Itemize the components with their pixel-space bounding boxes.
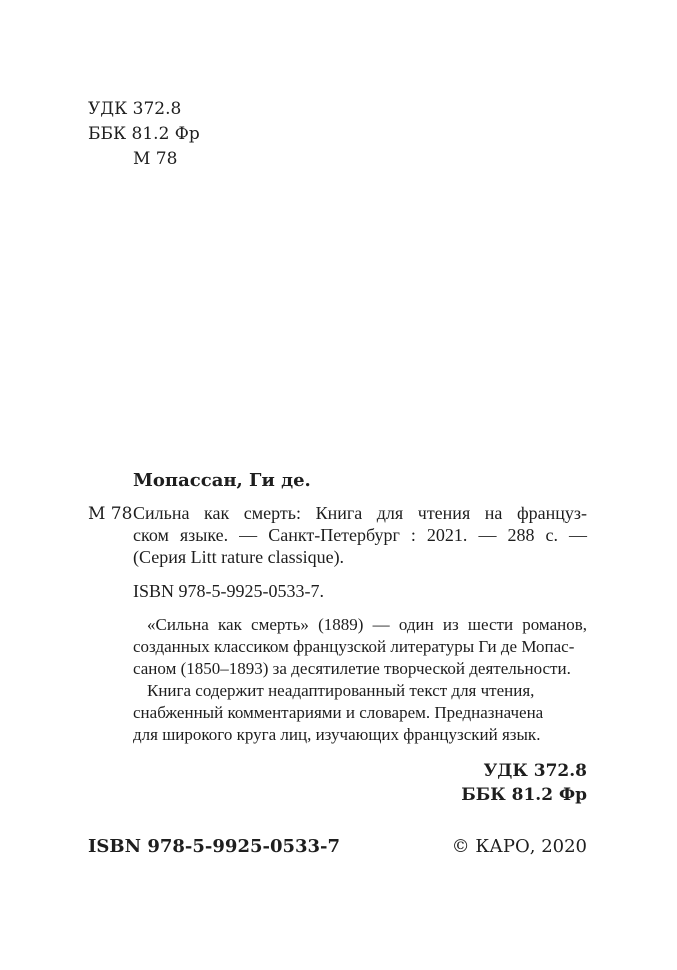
card-udk: УДК 372.8 <box>483 761 587 781</box>
catalog-isbn: ISBN 978-5-9925-0533-7. <box>133 581 324 601</box>
annotation-paragraph-1 <box>133 614 587 636</box>
annotation-line: саном (1850–1893) за десятилетие творческой деятельности. <box>133 659 571 678</box>
catalog-author-mark: М 78 <box>88 504 133 524</box>
annotation-line: снабженный комментариями и словарем. Предназначена <box>133 703 544 722</box>
top-author-mark: М 78 <box>133 149 178 169</box>
annotation-line: «Сильна как смерть» (1889) — один из шести романов, <box>147 615 587 634</box>
annotation-line: Книга содержит неадаптированный текст для чтения, <box>147 681 535 700</box>
footer-copyright: © КАРО, 2020 <box>451 836 587 857</box>
annotation-line: для широкого круга лиц, изучающих французский язык. <box>133 725 541 744</box>
catalog-title-line: ском языке. — Санкт-Петербург : 2021. — 288 с. — <box>133 525 587 545</box>
top-udk: УДК 372.8 <box>88 99 182 119</box>
annotation-line: созданных классиком французской литературы Ги де Мопас- <box>133 637 575 656</box>
footer-isbn: ISBN 978-5-9925-0533-7 <box>88 836 341 857</box>
catalog-title-block <box>133 502 587 546</box>
catalog-series: (Серия Litt rature classique). <box>133 547 345 567</box>
catalog-author: Мопассан, Ги де. <box>133 470 311 491</box>
catalog-title-line: Сильна как смерть: Книга для чтения на француз- <box>133 503 587 523</box>
card-bbk: ББК 81.2 Фр <box>461 785 587 805</box>
top-bbk: ББК 81.2 Фр <box>88 124 200 144</box>
